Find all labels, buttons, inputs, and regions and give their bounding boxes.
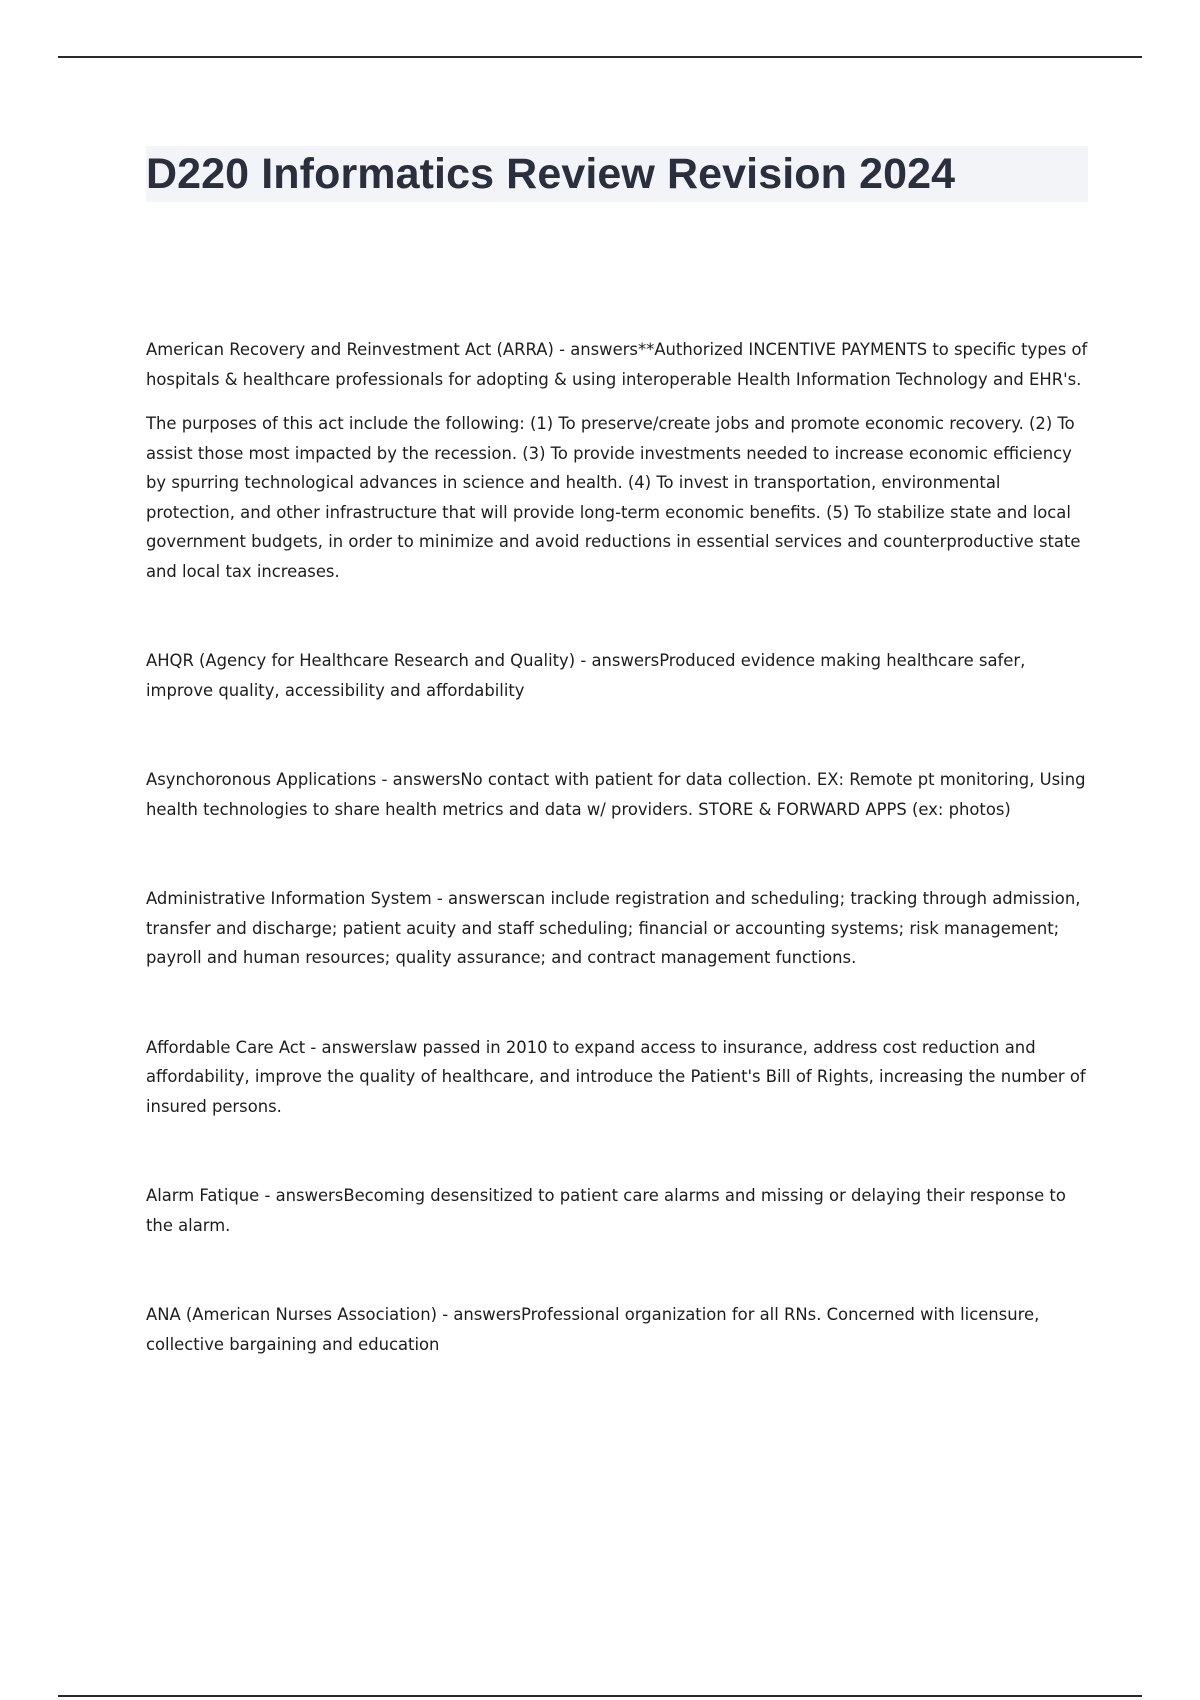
document-body	[146, 335, 1090, 1359]
top-divider	[58, 56, 1142, 58]
bottom-divider	[58, 1695, 1142, 1697]
entry-alarm-fatigue: Alarm Fatique - answersBecoming desensitized to patient care alarms and missing or delaying their response to the alarm.	[146, 1186, 1066, 1235]
entry-administrative-information-system: Administrative Information System - answerscan include registration and scheduling; tracking through admission, transfer and discharge; patient acuity and staff scheduling; financial or accounting systems; risk management; payroll and human resources; quality assurance; and contract management functions.	[146, 889, 1081, 967]
entry-affordable-care-act: Affordable Care Act - answerslaw passed in 2010 to expand access to insurance, address cost reduction and affordability, improve the quality of healthcare, and introduce the Patient's Bill of Rights, increasing the number of insured persons.	[146, 1037, 1086, 1116]
entry-arra: American Recovery and Reinvestment Act (ARRA) - answers**Authorized INCENTIVE PAYMENTS to specific types of hospitals & healthcare professionals for adopting & using interoperable Health Information Technology and EHR's.	[146, 340, 1088, 389]
entry-ana: ANA (American Nurses Association) - answersProfessional organization for all RNs. Concerned with licensure, collective bargaining and education	[146, 1305, 1040, 1354]
document-title: D220 Informatics Review Revision 2024	[146, 150, 956, 198]
entry-arra-purposes: The purposes of this act include the following: (1) To preserve/create jobs and promote economic recovery. (2) To assist those most impacted by the recession. (3) To provide investments needed to increase economic efficiency by spurring technological advances in science and health. (4) To invest in transportation, environmental protection, and other infrastructure that will provide long-term economic benefits. (5) To stabilize state and local government budgets, in order to minimize and avoid reductions in essential services and counterproductive state and local tax increases.	[146, 414, 1081, 581]
entry-asynchronous-applications: Asynchoronous Applications - answersNo contact with patient for data collection. EX: Remote pt monitoring, Using health technologies to share health metrics and data w/ providers. STORE & FORWARD APPS (ex: photos)	[146, 770, 1086, 819]
entry-ahqr: AHQR (Agency for Healthcare Research and Quality) - answersProduced evidence making healthcare safer, improve quality, accessibility and affordability	[146, 651, 1026, 700]
